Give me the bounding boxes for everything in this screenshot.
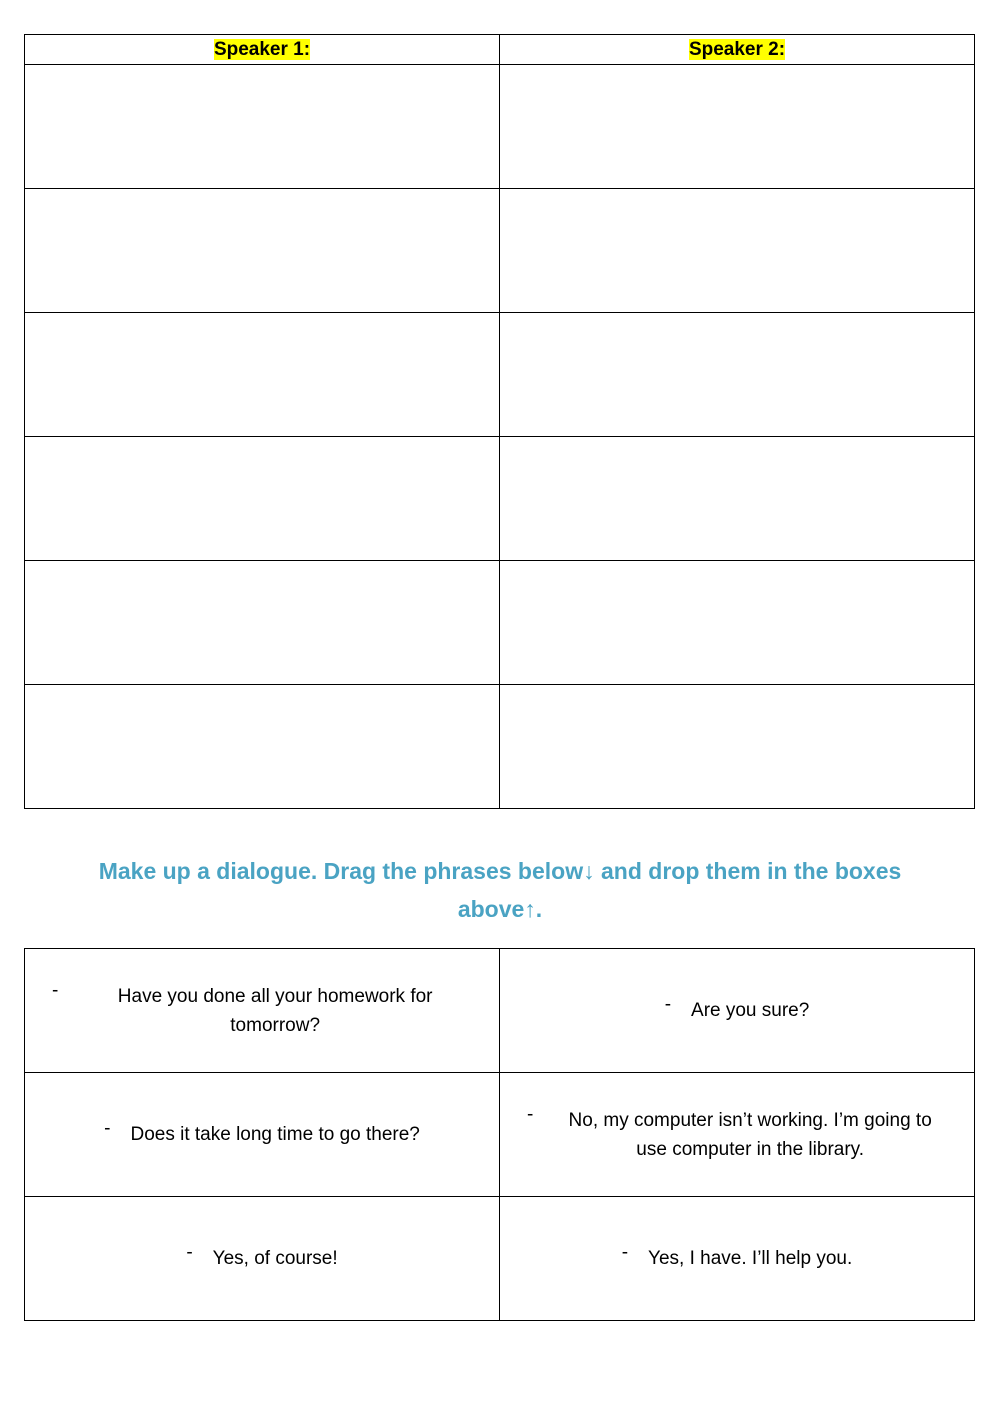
phrase-cell xyxy=(500,1073,975,1197)
drop-box-speaker-2[interactable] xyxy=(500,189,975,313)
speaker-1-label: Speaker 1: xyxy=(213,39,311,60)
phrase-cell xyxy=(25,949,500,1073)
phrase-text: Have you done all your homework for tomorrow? xyxy=(117,985,433,1036)
drop-box-speaker-2[interactable] xyxy=(500,685,975,809)
answer-row xyxy=(25,189,975,313)
dash-marker: - xyxy=(104,1118,111,1139)
dash-marker: - xyxy=(186,1242,193,1263)
answer-row xyxy=(25,561,975,685)
phrase-card[interactable] xyxy=(104,1120,420,1149)
phrase-cell xyxy=(500,949,975,1073)
dash-marker: - xyxy=(52,979,59,1001)
speaker-2-header xyxy=(500,35,975,65)
drop-box-speaker-2[interactable] xyxy=(500,313,975,437)
answer-row xyxy=(25,65,975,189)
speaker-1-header xyxy=(25,35,500,65)
answer-row xyxy=(25,685,975,809)
phrase-row xyxy=(25,949,975,1073)
phrase-card[interactable] xyxy=(622,1244,853,1273)
phrase-bank xyxy=(24,948,975,1321)
dash-marker: - xyxy=(527,1103,534,1125)
drop-box-speaker-1[interactable] xyxy=(25,65,500,189)
answer-header-row xyxy=(25,35,975,65)
phrase-text: Yes, of course! xyxy=(212,1248,338,1269)
phrase-text: Yes, I have. I’ll help you. xyxy=(648,1248,853,1269)
phrase-cell xyxy=(500,1197,975,1321)
instruction-line-2: above↑. xyxy=(457,896,543,922)
dash-marker: - xyxy=(664,994,672,1015)
speaker-2-label: Speaker 2: xyxy=(688,39,786,60)
instruction-line-1: Make up a dialogue. Drag the phrases below↓ and drop them in the boxes xyxy=(98,858,902,884)
phrase-row xyxy=(25,1197,975,1321)
phrase-card[interactable] xyxy=(52,979,472,1040)
phrase-cell xyxy=(25,1073,500,1197)
instruction-text xyxy=(40,852,960,928)
drop-box-speaker-1[interactable] xyxy=(25,189,500,313)
phrase-text: No, my computer isn’t working. I’m going to use computer in the library. xyxy=(568,1109,932,1160)
phrase-row xyxy=(25,1073,975,1197)
drop-box-speaker-1[interactable] xyxy=(25,561,500,685)
drop-box-speaker-2[interactable] xyxy=(500,437,975,561)
phrase-cell xyxy=(25,1197,500,1321)
answer-row xyxy=(25,437,975,561)
phrase-card[interactable] xyxy=(665,996,810,1025)
answer-table xyxy=(24,34,975,809)
drop-box-speaker-1[interactable] xyxy=(25,313,500,437)
drop-box-speaker-1[interactable] xyxy=(25,437,500,561)
phrase-card[interactable] xyxy=(527,1103,947,1164)
phrase-card[interactable] xyxy=(186,1244,337,1273)
drop-box-speaker-2[interactable] xyxy=(500,561,975,685)
answer-row xyxy=(25,313,975,437)
dash-marker: - xyxy=(621,1242,629,1263)
phrase-text: Does it take long time to go there? xyxy=(130,1124,420,1145)
phrase-text: Are you sure? xyxy=(691,1000,810,1021)
drop-box-speaker-1[interactable] xyxy=(25,685,500,809)
drop-box-speaker-2[interactable] xyxy=(500,65,975,189)
